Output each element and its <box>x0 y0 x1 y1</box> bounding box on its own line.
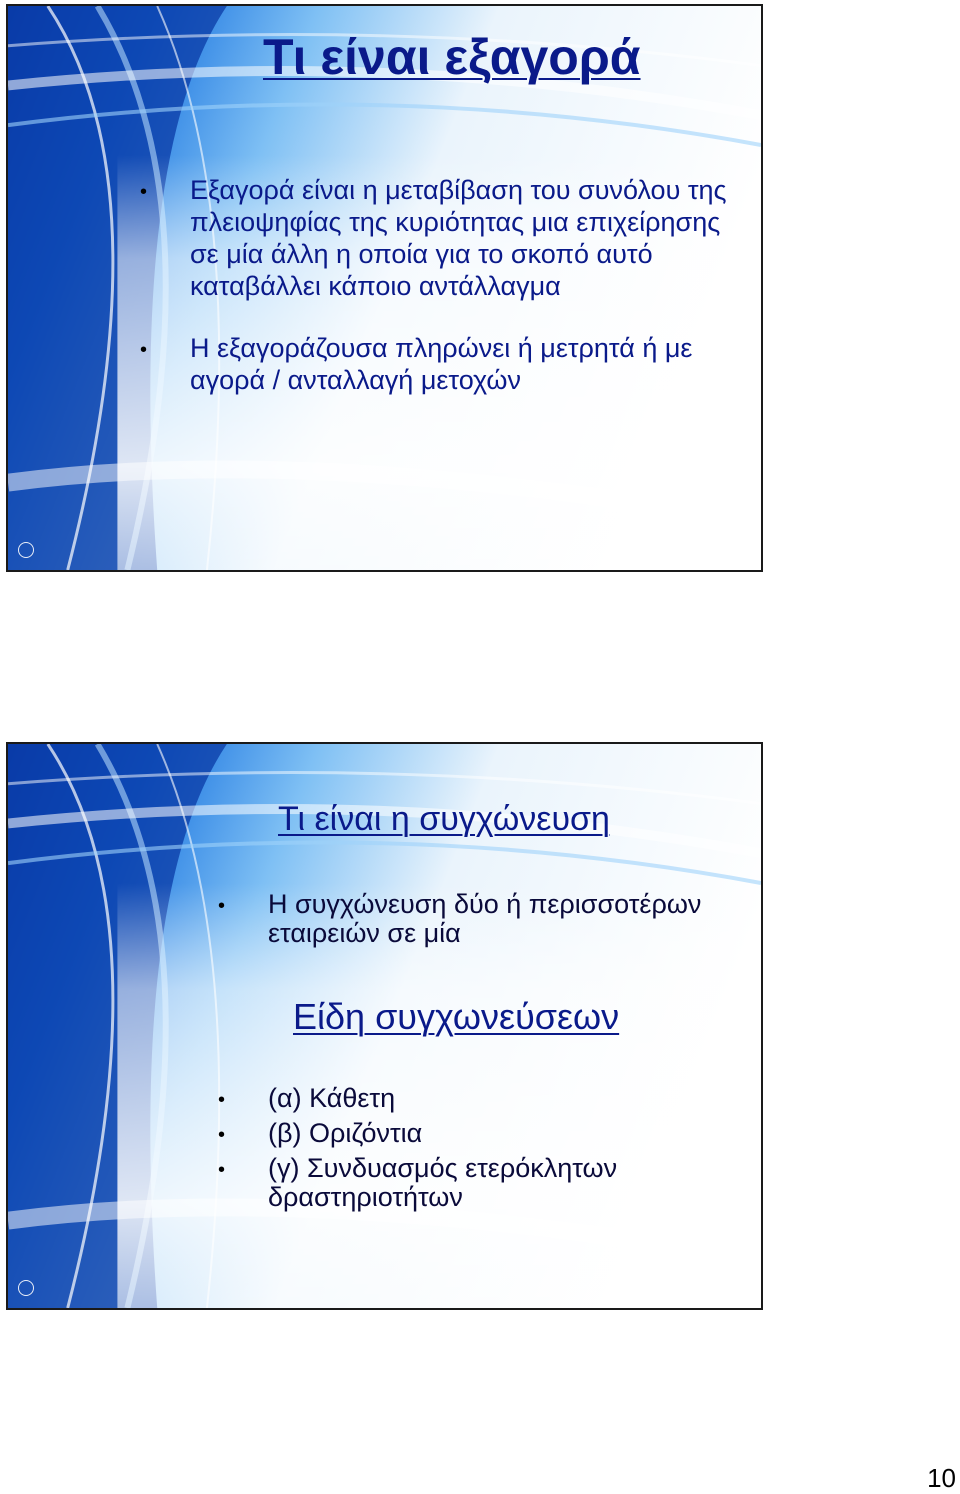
slide-2 <box>6 742 763 1310</box>
slide-title: Τι είναι η συγχώνευση <box>278 800 610 838</box>
bullet-icon: • <box>218 1124 226 1146</box>
types-list <box>218 1084 738 1218</box>
list-item <box>218 1154 738 1212</box>
list-item <box>140 332 750 396</box>
bullet-text: (β) Οριζόντια <box>268 1118 423 1148</box>
bullet-icon: • <box>140 181 148 203</box>
slide-title: Τι είναι εξαγορά <box>263 29 641 85</box>
list-item <box>218 890 738 948</box>
bullet-text: (α) Κάθετη <box>268 1083 396 1113</box>
list-item <box>140 174 750 302</box>
bullet-icon: • <box>218 1159 226 1181</box>
bullet-text: Εξαγορά είναι η μεταβίβαση του συνόλου της πλειοψηφίας της κυριότητας μια επιχείρησης σε μία άλλη η οποία για το σκοπό αυτό καταβάλλει κάποιο αντάλλαγμα <box>190 175 727 301</box>
bullet-icon: • <box>218 1089 226 1111</box>
circle-icon <box>18 1280 34 1296</box>
bullet-icon: • <box>218 895 226 917</box>
page-number: 10 <box>927 1463 956 1493</box>
list-item <box>218 1084 738 1113</box>
definition-list <box>218 890 738 948</box>
list-item <box>218 1119 738 1148</box>
bullet-text: Η εξαγοράζουσα πληρώνει ή μετρητά ή με αγορά / ανταλλαγή μετοχών <box>190 333 693 395</box>
bullet-list <box>140 174 750 426</box>
slide-1 <box>6 4 763 572</box>
circle-icon <box>18 542 34 558</box>
subheading: Είδη συγχωνεύσεων <box>293 996 620 1037</box>
bullet-icon: • <box>140 339 148 361</box>
bullet-text: Η συγχώνευση δύο ή περισσοτέρων εταιρειών σε μία <box>268 889 702 948</box>
bullet-text: (γ) Συνδυασμός ετερόκλητων δραστηριοτήτων <box>268 1153 618 1212</box>
